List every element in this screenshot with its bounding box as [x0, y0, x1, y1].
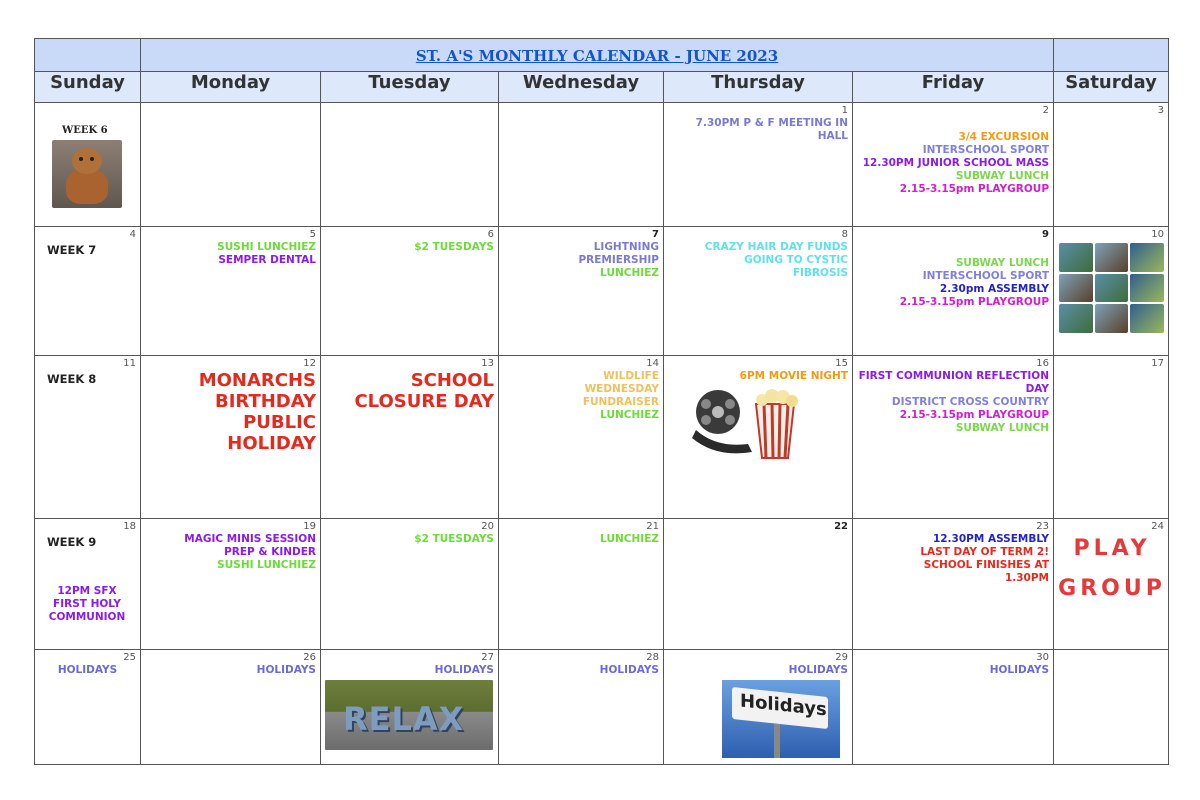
day-number: 14 — [646, 358, 659, 369]
day-cell — [321, 519, 499, 650]
event: WILDLIFE WEDNESDAY FUNDRAISER — [582, 370, 659, 408]
holidays-sign-text: Holidays — [740, 690, 827, 721]
day-number: 11 — [123, 358, 136, 369]
day-number: 26 — [303, 652, 316, 663]
playgroup-word-bottom: GROUP — [1058, 576, 1166, 601]
kids-photo-collage — [1059, 243, 1164, 333]
event: HOLIDAYS — [256, 664, 316, 676]
day-cell — [321, 103, 499, 227]
day-cell — [853, 103, 1054, 227]
day-cell — [853, 227, 1054, 356]
calendar-table — [34, 38, 1169, 765]
event: 2.30pm ASSEMBLY — [939, 283, 1050, 295]
day-number: 24 — [1151, 521, 1165, 532]
day-cell — [1054, 519, 1169, 650]
event: 12PM SFX FIRST HOLY COMMUNION — [48, 585, 126, 623]
event: LUNCHIEZ — [600, 267, 659, 279]
day-number: 20 — [481, 521, 494, 532]
week-label: WEEK 8 — [47, 372, 97, 386]
week-label: WEEK 9 — [47, 535, 97, 549]
day-header-monday: Monday — [141, 72, 321, 103]
event: LIGHTNING PREMIERSHIP — [578, 241, 659, 266]
calendar-title[interactable]: ST. A'S MONTHLY CALENDAR - JUNE 2023 — [415, 46, 779, 65]
day-cell — [1054, 356, 1169, 519]
event: 7.30PM P & F MEETING IN HALL — [695, 117, 848, 142]
day-number: 4 — [129, 229, 136, 240]
day-cell — [35, 519, 141, 650]
event: SCHOOL FINISHES AT 1.30PM — [923, 559, 1050, 584]
event: 3/4 EXCURSION — [958, 131, 1050, 143]
day-cell — [853, 650, 1054, 765]
day-cell — [664, 519, 853, 650]
day-header-friday: Friday — [853, 72, 1054, 103]
event: HOLIDAYS — [57, 664, 118, 676]
relax-word: RELAX — [343, 700, 465, 738]
event: LUNCHIEZ — [600, 533, 659, 545]
day-cell — [664, 227, 853, 356]
day-cell — [664, 356, 853, 519]
day-cell — [499, 227, 664, 356]
event: 2.15-3.15pm PLAYGROUP — [899, 409, 1050, 421]
relax-photo — [325, 680, 493, 750]
day-number: 8 — [841, 229, 848, 240]
event: SCHOOL CLOSURE DAY — [354, 370, 494, 412]
playgroup-word-top: PLAY — [1073, 536, 1151, 561]
day-cell — [141, 356, 321, 519]
event: HOLIDAYS — [599, 664, 659, 676]
day-cell — [664, 650, 853, 765]
day-cell — [499, 103, 664, 227]
event: INTERSCHOOL SPORT — [922, 270, 1050, 282]
day-cell — [35, 356, 141, 519]
day-number: 1 — [841, 105, 848, 116]
event: $2 TUESDAYS — [414, 533, 494, 545]
day-number: 5 — [309, 229, 316, 240]
day-cell — [1054, 650, 1169, 765]
day-cell — [141, 227, 321, 356]
event: SEMPER DENTAL — [218, 254, 316, 266]
day-number: 23 — [1036, 521, 1050, 532]
day-number: 6 — [487, 229, 494, 240]
day-number: 16 — [1036, 358, 1050, 369]
day-number: 7 — [652, 229, 659, 240]
day-cell — [141, 650, 321, 765]
event: FIRST COMMUNION REFLECTION DAY — [858, 370, 1050, 395]
calendar-title-cell — [141, 39, 1054, 72]
day-number: 27 — [481, 652, 494, 663]
event: PREP & KINDER — [224, 546, 316, 558]
event: HOLIDAYS — [434, 664, 494, 676]
event: $2 TUESDAYS — [414, 241, 494, 253]
event: 6PM MOVIE NIGHT — [739, 370, 848, 382]
day-number: 22 — [834, 521, 848, 532]
day-number: 25 — [123, 652, 136, 663]
event: 12.30PM ASSEMBLY — [932, 533, 1050, 545]
title-spacer-left — [35, 39, 141, 72]
event: LUNCHIEZ — [600, 409, 659, 421]
event: CRAZY HAIR DAY FUNDS GOING TO CYSTIC FIBROSIS — [704, 241, 848, 279]
day-cell — [321, 650, 499, 765]
event: INTERSCHOOL SPORT — [922, 144, 1050, 156]
title-spacer-right — [1054, 39, 1169, 72]
day-cell — [141, 519, 321, 650]
event: SUBWAY LUNCH — [955, 257, 1050, 269]
event: 2.15-3.15pm PLAYGROUP — [899, 296, 1050, 308]
event: 2.15-3.15pm PLAYGROUP — [899, 183, 1050, 195]
event: MONARCHS BIRTHDAY PUBLIC HOLIDAY — [198, 370, 316, 454]
event: SUBWAY LUNCH — [955, 170, 1050, 182]
day-cell — [853, 519, 1054, 650]
day-number: 17 — [1151, 358, 1165, 369]
day-cell — [499, 356, 664, 519]
day-number: 10 — [1151, 229, 1165, 240]
day-header-sunday: Sunday — [35, 72, 141, 103]
day-header-wednesday: Wednesday — [499, 72, 664, 103]
event: SUBWAY LUNCH — [955, 422, 1050, 434]
day-cell — [664, 103, 853, 227]
day-number: 28 — [646, 652, 659, 663]
week-label: WEEK 6 — [62, 125, 108, 136]
playgroup-clipart — [1058, 529, 1166, 621]
day-cell — [141, 103, 321, 227]
day-cell — [1054, 227, 1169, 356]
day-number: 13 — [481, 358, 494, 369]
day-number: 15 — [835, 358, 848, 369]
event: MAGIC MINIS SESSION — [184, 533, 316, 545]
day-cell — [35, 103, 141, 227]
day-number: 21 — [646, 521, 659, 532]
day-number: 9 — [1042, 229, 1050, 240]
event: SUSHI LUNCHIEZ — [217, 241, 316, 253]
day-number: 19 — [303, 521, 316, 532]
event: HOLIDAYS — [788, 664, 848, 676]
day-number: 29 — [835, 652, 848, 663]
day-cell — [35, 227, 141, 356]
day-number: 3 — [1157, 105, 1165, 116]
event: DISTRICT CROSS COUNTRY — [891, 396, 1050, 408]
event: SUSHI LUNCHIEZ — [217, 559, 316, 571]
week-label: WEEK 7 — [47, 243, 97, 257]
movie-reel-popcorn-icon — [686, 386, 836, 462]
day-number: 12 — [303, 358, 316, 369]
day-cell — [321, 227, 499, 356]
day-cell — [499, 650, 664, 765]
day-cell — [1054, 103, 1169, 227]
event: 12.30PM JUNIOR SCHOOL MASS — [862, 157, 1050, 169]
day-cell — [321, 356, 499, 519]
holidays-sign-photo — [722, 680, 840, 758]
day-header-thursday: Thursday — [664, 72, 853, 103]
dog-photo — [52, 140, 122, 208]
day-cell — [853, 356, 1054, 519]
event: LAST DAY OF TERM 2! — [920, 546, 1050, 558]
day-header-tuesday: Tuesday — [321, 72, 499, 103]
day-number: 18 — [123, 521, 136, 532]
day-cell — [35, 650, 141, 765]
event: HOLIDAYS — [989, 664, 1050, 676]
day-number: 2 — [1042, 105, 1050, 116]
day-number: 30 — [1036, 652, 1050, 663]
day-header-saturday: Saturday — [1054, 72, 1169, 103]
day-cell — [499, 519, 664, 650]
